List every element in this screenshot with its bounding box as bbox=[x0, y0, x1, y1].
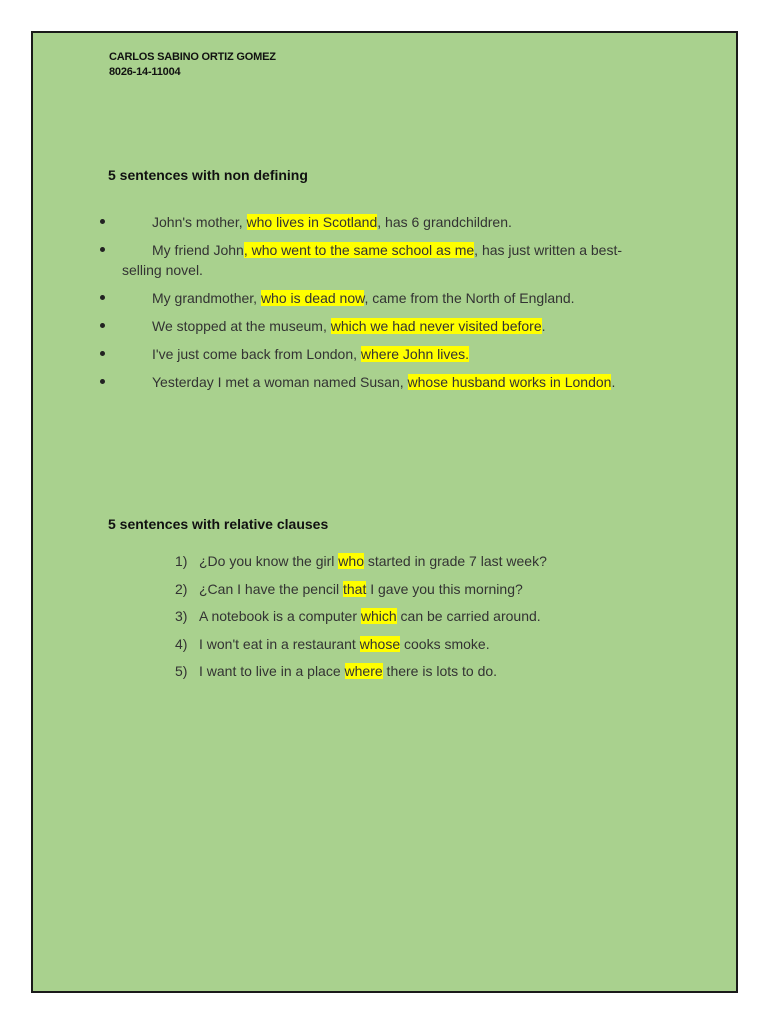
sentence-text: My friend John bbox=[152, 242, 244, 258]
highlighted-clause: whose husband works in London bbox=[407, 374, 612, 390]
bullet-icon bbox=[100, 219, 105, 224]
sentence-text: Yesterday I met a woman named Susan, bbox=[152, 374, 408, 390]
sentence-text: , has just written a best- bbox=[474, 242, 623, 258]
sentence-text: can be carried around. bbox=[396, 608, 541, 624]
sentence-text: A notebook is a computer bbox=[199, 608, 361, 624]
highlighted-pronoun: who bbox=[338, 553, 364, 569]
item-number: 4) bbox=[175, 635, 188, 652]
bullet-icon bbox=[100, 247, 105, 252]
item-number: 1) bbox=[175, 553, 188, 569]
relative-clauses-list bbox=[175, 548, 547, 686]
highlighted-pronoun: that bbox=[342, 580, 367, 597]
item-number: 3) bbox=[175, 608, 188, 624]
sentence-text: ¿Do you know the girl bbox=[199, 553, 339, 569]
list-item bbox=[88, 284, 688, 312]
sentence-text: I've just come back from London, bbox=[152, 346, 361, 362]
list-item bbox=[88, 368, 688, 396]
list-item bbox=[175, 576, 547, 604]
bullet-icon bbox=[100, 323, 105, 328]
bullet-icon bbox=[100, 379, 105, 384]
section1-heading: 5 sentences with non defining bbox=[108, 167, 308, 183]
highlighted-clause: who is dead now bbox=[260, 290, 365, 306]
list-item bbox=[88, 236, 688, 284]
bullet-icon bbox=[100, 351, 105, 356]
list-item bbox=[88, 208, 688, 236]
sentence-text: We stopped at the museum, bbox=[152, 318, 331, 334]
highlighted-clause: which we had never visited before bbox=[330, 318, 542, 334]
sentence-text: . bbox=[541, 318, 546, 334]
sentence-text: John's mother, bbox=[152, 214, 247, 230]
author-block bbox=[109, 50, 276, 80]
sentence-text: I gave you this morning? bbox=[366, 580, 523, 597]
sentence-text: , came from the North of England. bbox=[364, 290, 575, 306]
list-item bbox=[175, 631, 547, 659]
highlighted-pronoun: whose bbox=[359, 635, 401, 652]
item-number: 5) bbox=[175, 663, 188, 679]
item-number: 2) bbox=[175, 580, 188, 597]
sentence-text: ¿Can I have the pencil bbox=[199, 580, 343, 597]
sentence-text: cooks smoke. bbox=[400, 635, 490, 652]
sentence-text: , has 6 grandchildren. bbox=[377, 214, 512, 230]
sentence-text: I want to live in a place bbox=[199, 663, 345, 679]
document-page bbox=[31, 31, 738, 993]
list-item bbox=[175, 548, 547, 576]
author-name: CARLOS SABINO ORTIZ GOMEZ bbox=[109, 51, 276, 63]
sentence-continuation: selling novel. bbox=[122, 262, 203, 278]
list-item bbox=[175, 603, 547, 631]
highlighted-pronoun: where bbox=[344, 663, 383, 679]
sentence-text: I won't eat in a restaurant bbox=[199, 635, 360, 652]
highlighted-clause: where John lives. bbox=[360, 346, 470, 362]
sentence-text: . bbox=[611, 374, 616, 390]
list-item bbox=[88, 340, 688, 368]
sentence-text: My grandmother, bbox=[152, 290, 261, 306]
section2-heading: 5 sentences with relative clauses bbox=[108, 516, 329, 532]
list-item bbox=[175, 658, 547, 686]
highlighted-clause: who lives in Scotland bbox=[246, 214, 378, 230]
sentence-text: started in grade 7 last week? bbox=[363, 553, 547, 569]
non-defining-list bbox=[88, 208, 688, 396]
list-item bbox=[88, 312, 688, 340]
highlighted-clause: , who went to the same school as me bbox=[243, 242, 475, 258]
sentence-text: there is lots to do. bbox=[382, 663, 498, 679]
highlighted-pronoun: which bbox=[360, 608, 397, 624]
bullet-icon bbox=[100, 295, 105, 300]
author-id: 8026-14-11004 bbox=[109, 66, 181, 78]
